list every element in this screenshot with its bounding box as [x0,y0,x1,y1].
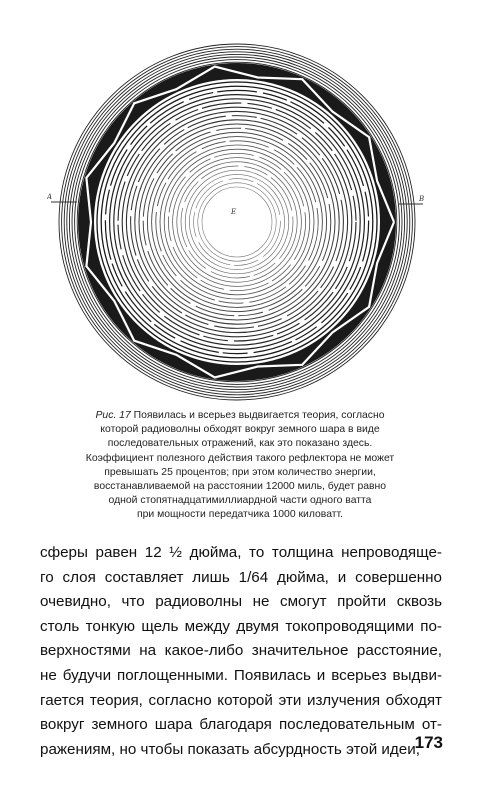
outer-ring [64,49,410,395]
inner-ring [152,137,323,308]
caption-line-5: превышать 25 процентов; при этом количество энергии, [104,466,376,478]
inner-ring [135,120,339,324]
inner-ring [173,158,302,287]
ring-group [59,44,415,400]
caption-line-3: последовательных отражений, как это показано здесь. [107,438,373,450]
dark-band-ring [86,71,388,373]
inner-ring [177,162,297,282]
outer-ring [72,57,402,387]
inner-ring [101,86,373,358]
inner-ring [185,170,289,274]
caption-line-4: Коэффициент полезного действия такого рефлектора не может [85,452,395,464]
body-line-6: не будучи поглощенными. Появилась и всерьез выдви- [40,666,442,684]
outer-ring [59,44,415,400]
caption-line-1 [40,409,440,423]
body-paragraph [40,541,442,762]
caption-label: Рис. 17 [95,410,131,421]
body-line-8: вокруг земного шара благодаря последовательным от- [40,716,442,734]
figure-label-e: E [231,208,237,216]
inner-ring [164,149,310,295]
caption-line-6: восстанавливаемой на расстоянии 12000 миль, будет равно [93,481,387,493]
caption-line-8: при мощности передатчика 1000 киловатт. [136,509,343,521]
inner-ring [131,116,344,329]
inner-ring [198,183,276,261]
figure-label-a: A [47,193,53,201]
body-line-2: го слоя составляет лишь 1/64 дюйма, и совершенно [40,568,442,586]
inner-ring [118,103,356,341]
outer-ring [75,60,400,385]
body-line-7: гается теория, согласно которой эти излучения обходят [40,691,442,709]
inner-ring [147,132,326,311]
body-line-1: сферы равен 12 ½ дюйма, то толщина непроводяще- [40,544,442,561]
inner-ring [122,107,352,337]
inner-ring [160,145,314,299]
figure-caption [40,409,440,523]
inner-ring [168,153,305,290]
outer-ring [69,54,404,389]
inner-ring [189,174,284,269]
concentric-rings-figure [47,42,427,402]
inner-ring [202,187,272,257]
inner-ring [114,99,360,345]
caption-line-7: одной стопятнадцатимиллиардной части одного ватта [108,495,372,507]
inner-ring [194,179,281,266]
body-line-9: ражениям, но чтобы показать абсурдность этой идеи, [40,740,420,758]
page-number: 173 [414,733,443,752]
body-line-4: столь тонкую щель между двумя токопроводящими по- [40,617,442,635]
inner-ring [156,141,318,303]
body-line-3: очевидно, что радиоволны не смогут пройти сквозь [40,593,442,611]
body-line-5: верхностями на какое-либо значительное расстояние, [40,642,442,660]
caption-line-1-text: Появилась и всерьез выдвигается теория, согласно [133,410,385,421]
caption-line-2: которой радиоволны обходят вокруг земного шара в виде [100,424,380,436]
figure-label-b: B [419,195,425,203]
inner-ring [143,128,331,316]
inner-ring [105,90,368,353]
